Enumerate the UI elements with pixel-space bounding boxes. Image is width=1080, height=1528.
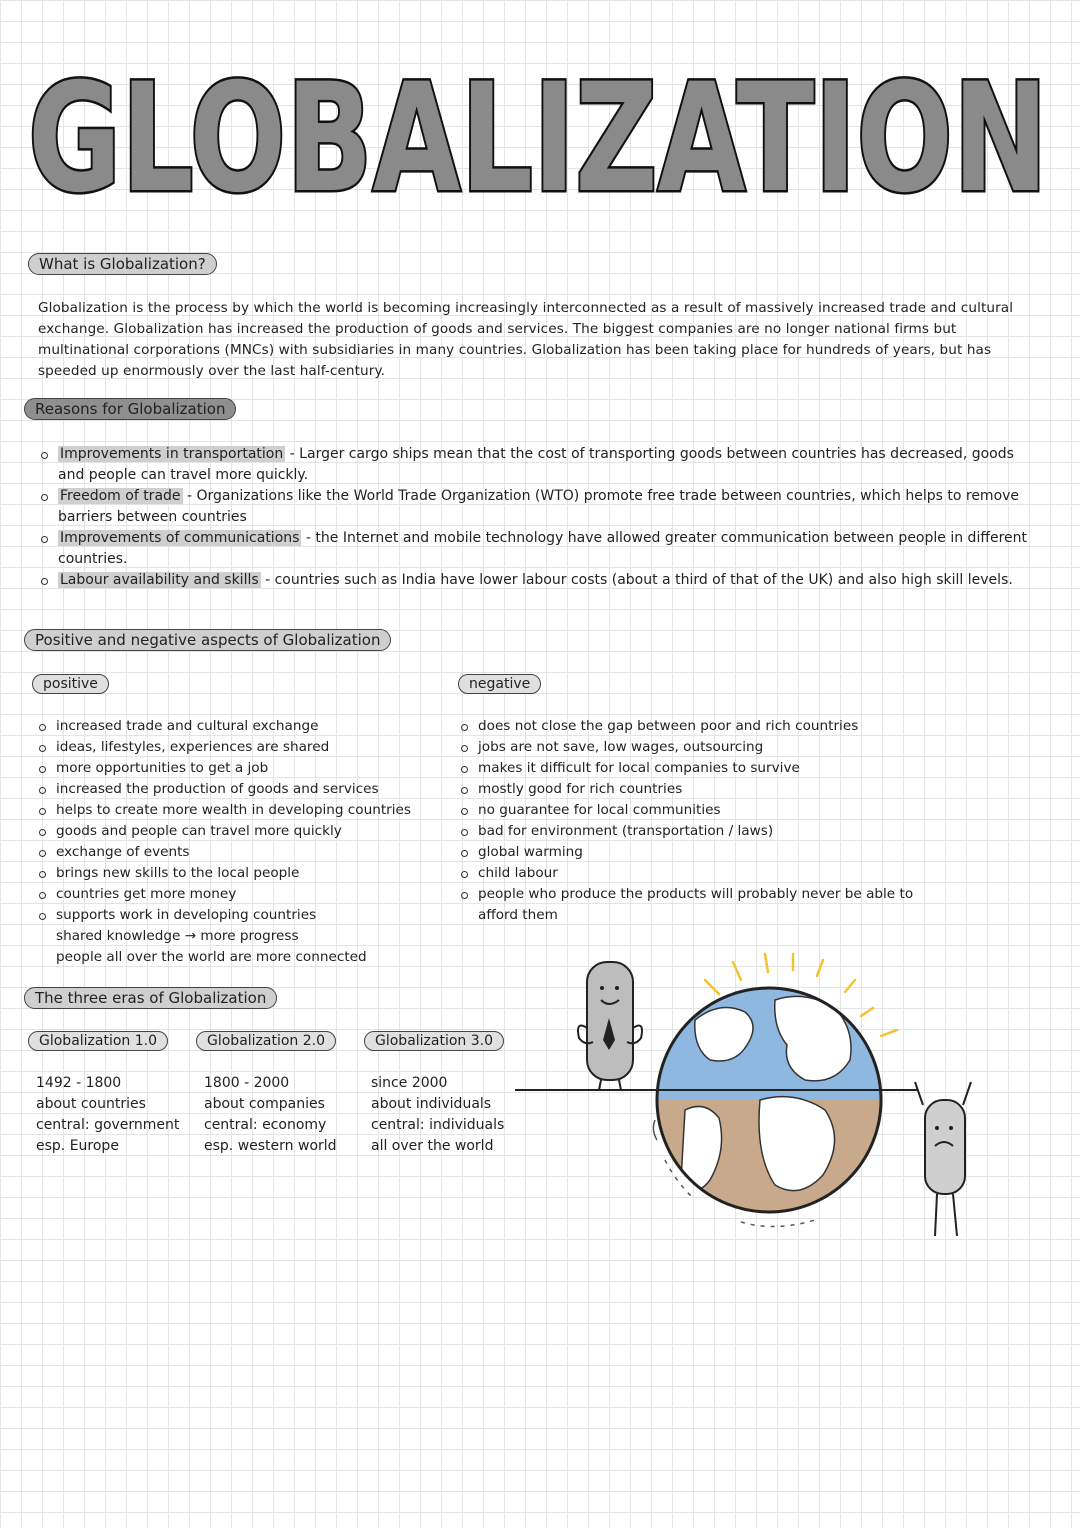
positive-item: brings new skills to the local people [36,863,456,884]
reason-item [38,528,1038,570]
era-line: 1492 - 1800 [36,1075,122,1091]
era-details-2 [204,1073,337,1157]
positive-item: increased trade and cultural exchange [36,716,456,737]
negative-list [458,716,978,926]
reasons-heading: Reasons for Globalization [24,398,236,420]
positive-item: increased the production of goods and services [36,779,456,800]
what-is-paragraph: Globalization is the process by which the world is becoming increasingly interconnected as a result of massively increased trade and cultural exchange. Globalization has increased the production of goods and services. The biggest companies are no longer national firms but multinational corporations (MNCs) with subsidiaries in many countries. Globalization has been taking place for hundreds of years, but has speeded up enormously over the last half-century. [38,300,1014,379]
era-line: 1800 - 2000 [204,1075,290,1091]
globe-svg [505,950,1025,1250]
reason-item [38,570,1038,591]
reason-term: Improvements of communications [60,530,300,546]
reason-term: Labour availability and skills [60,572,259,588]
negative-item: mostly good for rich countries [458,779,978,800]
positive-extra-item: people all over the world are more connected [56,949,367,965]
era-details-1 [36,1073,179,1157]
era-label-1: Globalization 1.0 [28,1031,168,1051]
title-graphic [28,50,1052,220]
reason-term: Freedom of trade [60,488,181,504]
reason-text: - countries such as India have lower labour costs (about a third of that of the UK) and also high skill levels. [260,572,1013,588]
reason-item [38,444,1038,486]
positive-extra-item: shared knowledge → more progress [56,928,299,944]
era-line: about companies [204,1096,325,1112]
reasons-list [38,444,1038,591]
positive-item: exchange of events [36,842,456,863]
what-is-heading: What is Globalization? [28,253,217,275]
negative-item: child labour [458,863,978,884]
title-text: GLOBALIZATION [28,52,1048,220]
era-line: central: economy [204,1117,327,1133]
negative-item: jobs are not save, low wages, outsourcing [458,737,978,758]
reason-text: - Larger cargo ships mean that the cost of transporting goods between countries has decreased, goods and people can travel more quickly. [58,446,1014,483]
era-label-2: Globalization 2.0 [196,1031,336,1051]
sad-figure-icon [915,1082,971,1236]
positive-item: goods and people can travel more quickly [36,821,456,842]
era-line: about individuals [371,1096,492,1112]
negative-label: negative [458,674,541,694]
globe-icon [645,980,895,1230]
positive-label: positive [32,674,109,694]
positive-item: countries get more money [36,884,456,905]
eras-heading: The three eras of Globalization [24,987,277,1009]
era-line: all over the world [371,1138,494,1154]
reason-text: - the Internet and mobile technology have allowed greater communication between people in different countries. [58,530,1028,567]
era-line: central: individuals [371,1117,505,1133]
era-line: about countries [36,1096,146,1112]
era-line: since 2000 [371,1075,448,1091]
negative-item: makes it difficult for local companies to survive [458,758,978,779]
positive-item: more opportunities to get a job [36,758,456,779]
negative-item: global warming [458,842,978,863]
globe-illustration [505,950,1025,1250]
era-details-3 [371,1073,504,1157]
era-line: esp. western world [204,1138,337,1154]
era-label-3: Globalization 3.0 [364,1031,504,1051]
era-line: esp. Europe [36,1138,119,1154]
aspects-heading: Positive and negative aspects of Globalization [24,629,391,651]
reason-term: Improvements in transportation [60,446,284,462]
positive-list [36,716,456,968]
negative-item: does not close the gap between poor and rich countries [458,716,978,737]
positive-item: supports work in developing countries [36,905,456,926]
page-title [28,50,1052,220]
era-line: central: government [36,1117,180,1133]
happy-figure-icon [578,962,642,1090]
positive-item: ideas, lifestyles, experiences are shared [36,737,456,758]
negative-item: people who produce the products will probably never be able to afford them [458,884,918,926]
reason-item [38,486,1038,528]
reason-text: - Organizations like the World Trade Organization (WTO) promote free trade between countries, which helps to remove barriers between countries [58,488,1020,525]
negative-item: no guarantee for local communities [458,800,978,821]
positive-item: helps to create more wealth in developing countries [36,800,456,821]
negative-item: bad for environment (transportation / laws) [458,821,978,842]
